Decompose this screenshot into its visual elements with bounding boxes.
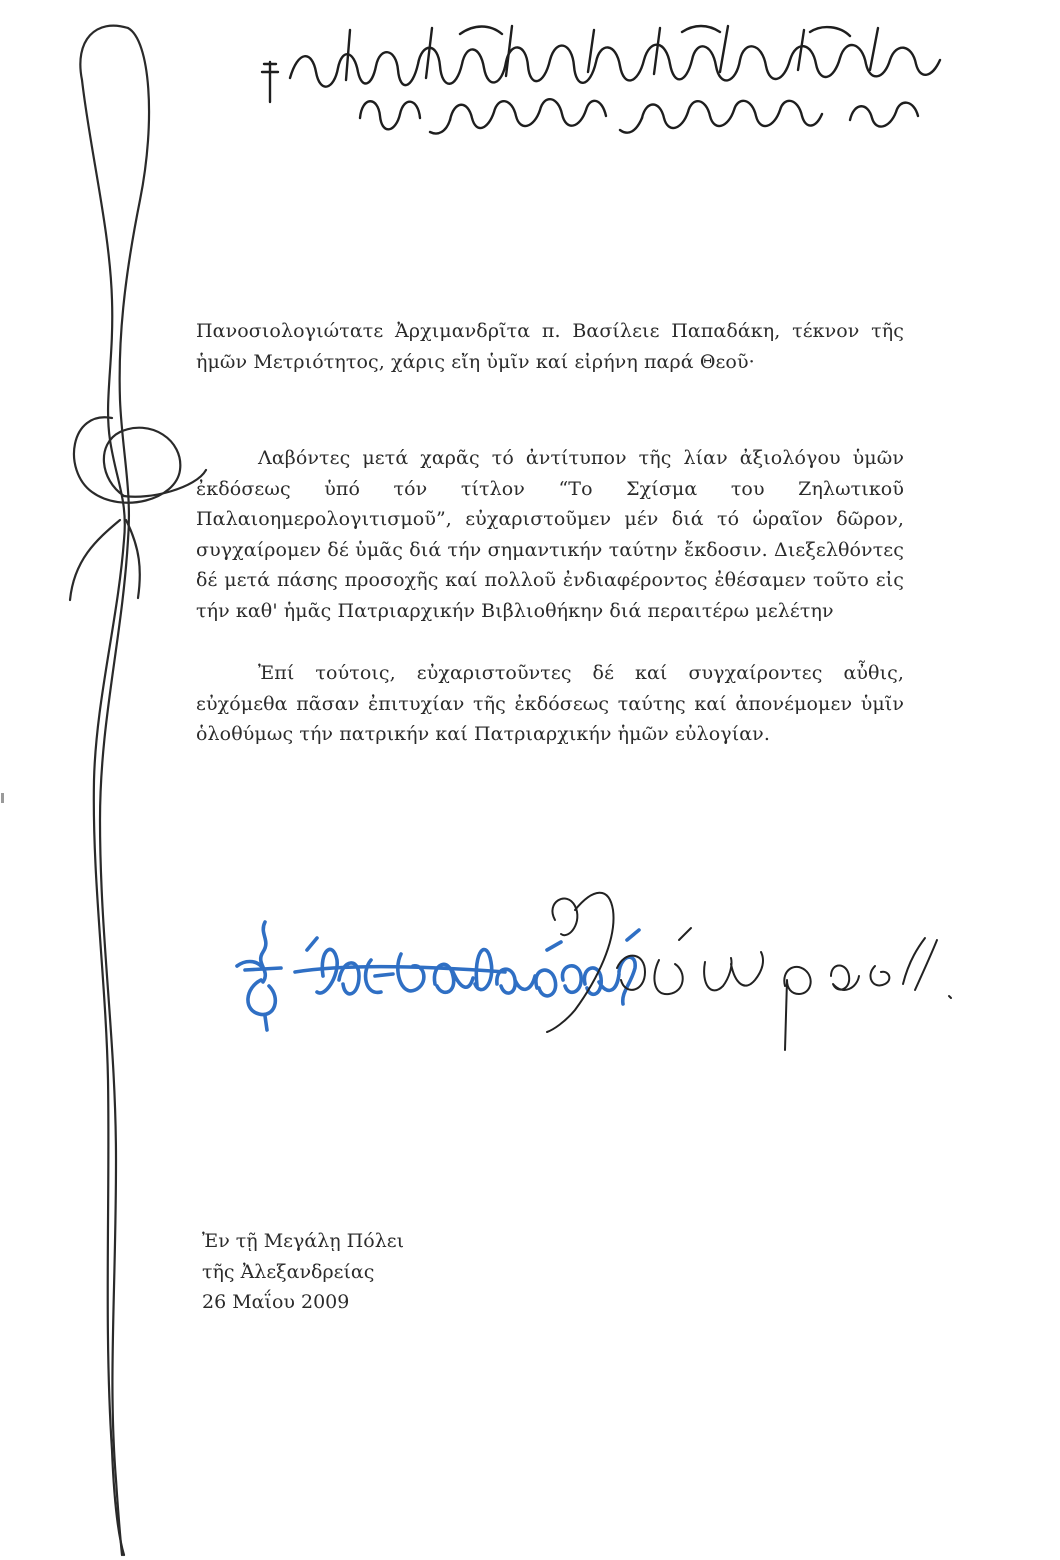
letter-body — [196, 316, 904, 782]
paragraph-thanks: Λαβόντες μετά χαρᾶς τό ἀντίτυπον τῆς λίαν ἀξιολόγου ὑμῶν ἐκδόσεως ὑπό τόν τίτλον “Το Σχίσμα του Ζηλωτικοῦ Παλαιοημερολογιτισμοῦ”, εὐχαριστοῦμεν μέν διά τό ὡραῖον δῶρον, συγχαίρομεν δέ ὑμᾶς διά τήν σημαντικήν ταύτην ἔκδοσιν. Διεξελθόντες δέ μετά πάσης προσοχῆς καί πολλοῦ ἐνδιαφέροντος ἐθέσαμεν τοῦτο εἰς τήν καθ' ἡμᾶς Πατριαρχικήν Βιβλιοθήκην διά περαιτέρω μελέτην — [196, 447, 904, 622]
margin-mark — [1, 793, 4, 803]
paragraph-blessing: Ἐπί τούτοις, εὐχαριστοῦντες δέ καί συγχαίροντες αὖθις, εὐχόμεθα πᾶσαν ἐπιτυχίαν τῆς ἐκδόσεως ταύτης καί ἀπονέμομεν ὑμῖν ὁλοθύμως τήν πατρικήν καί Πατριαρχικήν ἡμῶν εὐλογίαν. — [196, 662, 904, 745]
salutation: Πανοσιολογιώτατε Ἀρχιμανδρῖτα π. Βασίλειε Παπαδάκη, τέκνον τῆς ἡμῶν Μετριότητος, χάρις εἴη ὑμῖν καί εἰρήνη παρά Θεοῦ· — [196, 320, 904, 373]
signature-black-ink — [547, 893, 951, 1050]
place-line-1: Ἐν τῇ Μεγάλῃ Πόλει — [202, 1230, 405, 1252]
date-line: 26 Μαΐου 2009 — [202, 1291, 350, 1313]
signature-blue-ink — [237, 922, 639, 1030]
place-date-block — [202, 1226, 404, 1318]
patriarchal-heading-calligraphy — [250, 20, 950, 140]
place-line-2: τῆς Ἀλεξανδρείας — [202, 1260, 375, 1283]
patriarch-signature — [225, 880, 985, 1070]
